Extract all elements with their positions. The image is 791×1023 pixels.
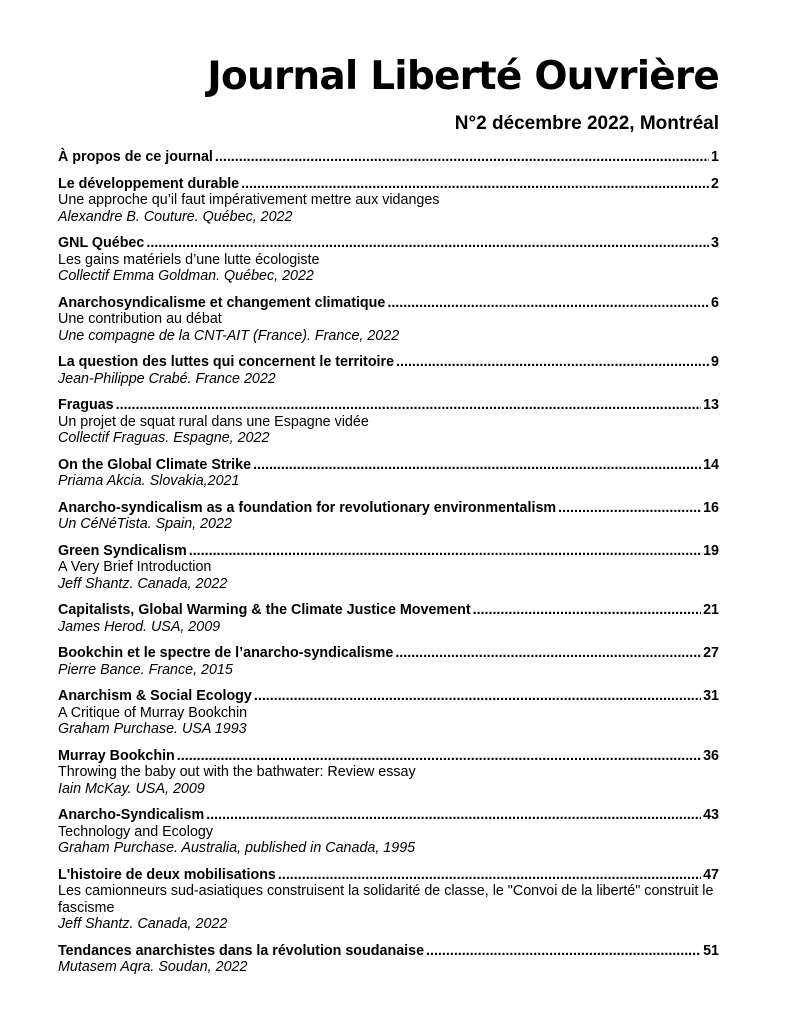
toc-entry <box>58 688 719 738</box>
toc-entry-title: On the Global Climate Strike <box>58 456 252 473</box>
toc-entry <box>58 645 719 678</box>
toc-entry-title: À propos de ce journal <box>58 149 213 165</box>
dot-leader <box>396 354 709 371</box>
toc-entry-line <box>58 867 719 884</box>
toc-entry-page: 2 <box>711 175 719 192</box>
dot-leader <box>253 457 701 474</box>
toc-entry-subtitle: Throwing the baby out with the bathwater: Review essay <box>58 764 416 780</box>
toc-entry-subtitle: Technology and Ecology <box>58 823 213 840</box>
dot-leader <box>387 295 709 312</box>
toc-entry-author: Priama Akcia. Slovakia,2021 <box>58 473 240 489</box>
dot-leader <box>278 867 701 884</box>
toc-entry-line <box>58 397 719 414</box>
toc-entry-title: Anarchosyndicalisme et changement climatique <box>58 294 386 311</box>
toc-entry-subtitle: Les camionneurs sud-asiatiques construisent la solidarité de classe, le "Convoi de la liberté" construit le fascisme <box>58 883 714 916</box>
toc-entry-page: 9 <box>711 354 719 370</box>
toc-entry-title: Anarcho-Syndicalism <box>58 807 205 823</box>
toc-entry-subtitle: Un projet de squat rural dans une Espagne vidée <box>58 413 369 430</box>
toc-entry-line <box>58 457 719 474</box>
table-of-contents <box>58 149 719 976</box>
toc-entry-author: Mutasem Aqra. Soudan, 2022 <box>58 959 248 975</box>
toc-entry-line <box>58 354 719 371</box>
toc-entry <box>58 354 719 387</box>
toc-entry-line <box>58 176 719 193</box>
dot-leader <box>241 176 709 193</box>
toc-entry <box>58 149 719 166</box>
issue-line: N°2 décembre 2022, Montréal <box>454 113 719 134</box>
toc-entry-title: L'histoire de deux mobilisations <box>58 866 276 883</box>
toc-entry-title: Anarcho-syndicalism as a foundation for revolutionary environmentalism <box>58 499 557 516</box>
dot-leader <box>146 235 709 252</box>
toc-entry-page: 16 <box>703 499 719 516</box>
toc-entry <box>58 397 719 447</box>
toc-entry-page: 47 <box>703 866 719 883</box>
toc-entry-author: Collectif Emma Goldman. Québec, 2022 <box>58 268 314 284</box>
toc-entry-author: Alexandre B. Couture. Québec, 2022 <box>58 208 293 225</box>
toc-entry-page: 51 <box>703 942 719 959</box>
toc-entry <box>58 807 719 857</box>
toc-entry-author: Graham Purchase. Australia, published in Canada, 1995 <box>58 840 416 856</box>
toc-entry-title: GNL Québec <box>58 235 145 251</box>
toc-entry <box>58 943 719 976</box>
toc-entry-title: Capitalists, Global Warming & the Climate Justice Movement <box>58 602 471 618</box>
toc-entry-line <box>58 543 719 560</box>
document-page <box>58 52 719 986</box>
toc-entry-page: 19 <box>703 542 719 559</box>
toc-entry-line <box>58 235 719 252</box>
toc-entry-line <box>58 688 719 705</box>
toc-entry-title: Green Syndicalism <box>58 542 187 559</box>
toc-entry-title: Fraguas <box>58 397 114 413</box>
toc-entry-line <box>58 149 719 166</box>
journal-title: Journal Liberté Ouvrière <box>207 54 719 99</box>
toc-entry-page: 3 <box>711 235 719 251</box>
toc-entry-page: 13 <box>703 397 719 413</box>
dot-leader <box>558 500 701 517</box>
toc-entry-page: 36 <box>703 747 719 764</box>
toc-entry-author: Un CéNéTista. Spain, 2022 <box>58 516 232 532</box>
toc-entry-author: Pierre Bance. France, 2015 <box>58 661 233 678</box>
dot-leader <box>395 645 701 662</box>
toc-entry-title: Tendances anarchistes dans la révolution soudanaise <box>58 942 425 959</box>
dot-leader <box>177 748 701 765</box>
toc-entry <box>58 867 719 933</box>
toc-entry-subtitle: Une contribution au débat <box>58 311 222 327</box>
toc-entry-author: Jeff Shantz. Canada, 2022 <box>58 575 228 592</box>
toc-entry-line <box>58 748 719 765</box>
toc-entry-page: 43 <box>703 807 719 823</box>
toc-entry-page: 6 <box>711 294 719 311</box>
toc-entry-line <box>58 602 719 619</box>
dot-leader <box>254 688 701 705</box>
toc-entry-author: Jeff Shantz. Canada, 2022 <box>58 916 228 932</box>
toc-entry-author: Jean-Philippe Crabé. France 2022 <box>58 370 276 387</box>
toc-entry-page: 14 <box>703 456 719 473</box>
dot-leader <box>116 397 701 414</box>
toc-entry <box>58 543 719 593</box>
dot-leader <box>473 602 702 619</box>
toc-entry-line <box>58 500 719 517</box>
toc-entry <box>58 602 719 635</box>
toc-entry <box>58 295 719 345</box>
toc-entry-subtitle: A Very Brief Introduction <box>58 559 212 575</box>
toc-entry-author: Iain McKay. USA, 2009 <box>58 780 205 797</box>
dot-leader <box>206 807 701 824</box>
toc-entry-title: Bookchin et le spectre de l’anarcho-syndicalisme <box>58 645 394 661</box>
dot-leader <box>426 943 701 960</box>
toc-entry-page: 21 <box>703 602 719 618</box>
toc-entry-line <box>58 295 719 312</box>
toc-entry-subtitle: A Critique of Murray Bookchin <box>58 704 248 721</box>
toc-entry-line <box>58 807 719 824</box>
toc-entry-author: James Herod. USA, 2009 <box>58 618 221 635</box>
toc-entry <box>58 500 719 533</box>
toc-entry <box>58 176 719 226</box>
toc-entry-title: Anarchism & Social Ecology <box>58 688 252 704</box>
toc-entry <box>58 235 719 285</box>
toc-entry-page: 31 <box>703 688 719 704</box>
toc-entry-line <box>58 645 719 662</box>
toc-entry-subtitle: Les gains matériels d’une lutte écologiste <box>58 251 320 268</box>
toc-entry-author: Graham Purchase. USA 1993 <box>58 721 247 737</box>
dot-leader <box>189 543 701 560</box>
toc-entry-subtitle: Une approche qu’il faut impérativement mettre aux vidanges <box>58 192 440 208</box>
toc-entry-author: Une compagne de la CNT-AIT (France). France, 2022 <box>58 327 400 344</box>
toc-entry-title: La question des luttes qui concernent le territoire <box>58 354 395 370</box>
toc-entry-title: Le développement durable <box>58 175 240 192</box>
toc-entry-author: Collectif Fraguas. Espagne, 2022 <box>58 430 270 446</box>
toc-entry-page: 27 <box>703 645 719 661</box>
toc-entry-title: Murray Bookchin <box>58 747 175 764</box>
toc-entry <box>58 457 719 490</box>
toc-entry-line <box>58 943 719 960</box>
toc-entry <box>58 748 719 798</box>
dot-leader <box>215 149 709 166</box>
toc-entry-page: 1 <box>711 149 719 165</box>
